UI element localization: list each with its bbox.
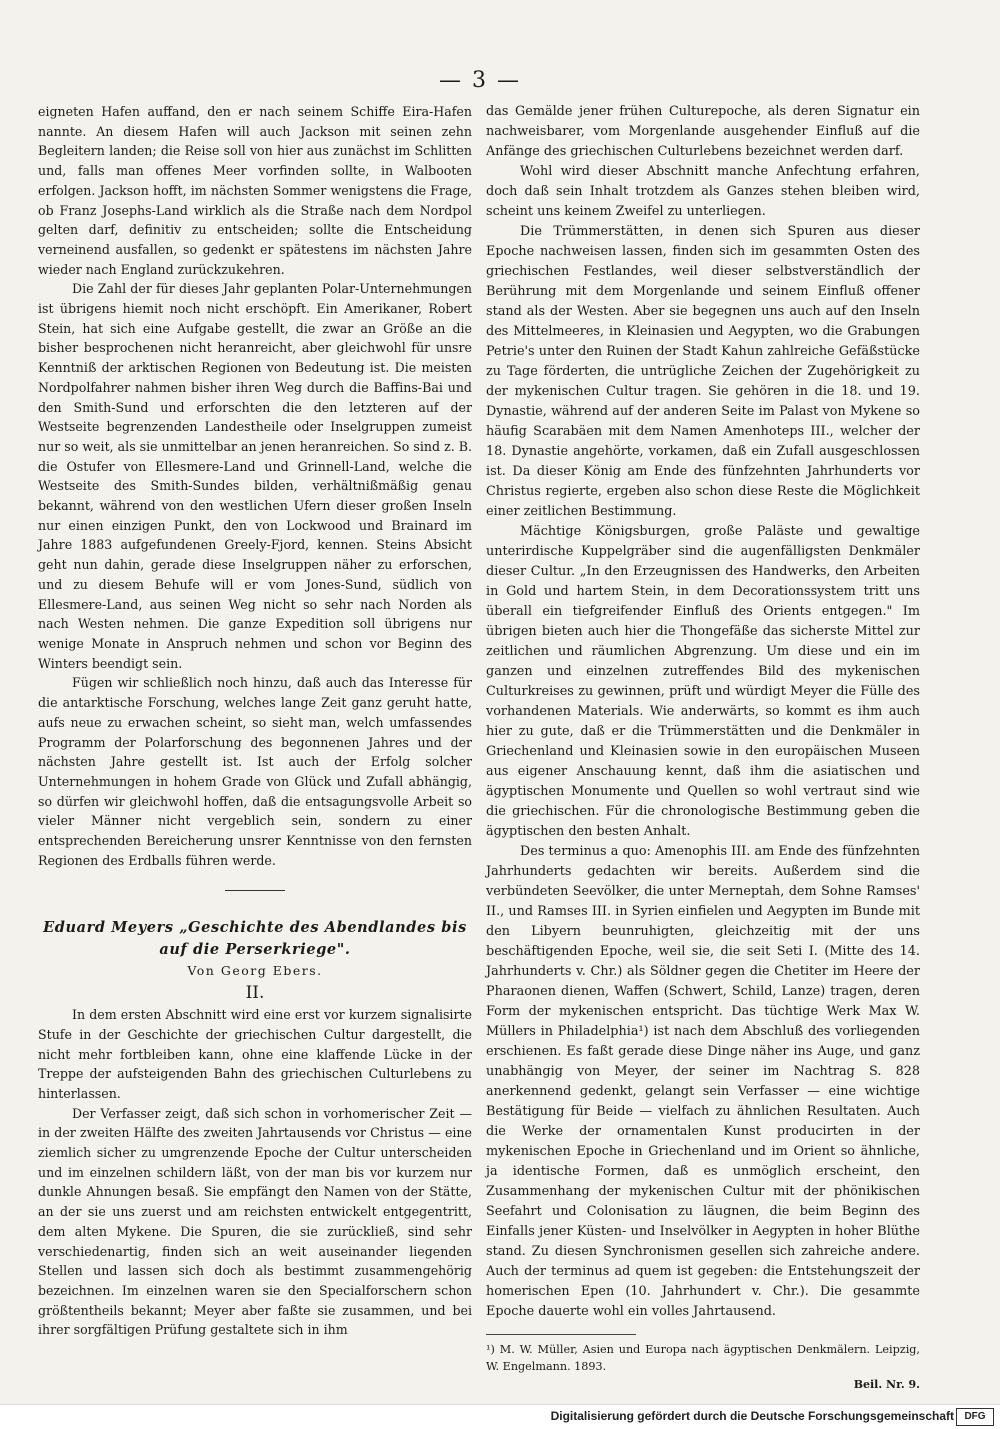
footnote: ¹) M. W. Müller, Asien und Europa nach ägyptischen Denkmälern. Leipzig, W. Engelmann. 1893. <box>486 1343 920 1373</box>
paragraph: Des terminus a quo: Amenophis III. am Ende des fünfzehnten Jahrhunderts gedachten wir bereits. Außerdem sind die verbündeten Seevölker, die unter Merneptah, dem Sohne Ramses' II., und Ramses III. in Syrien einfielen und Aegypten im Bunde mit den Libyern beunruhigten, gleichzeitig mit der uns beschäftigenden Epoche, weil sie, die seit Seti I. (Mitte des 14. Jahrhunderts v. Chr.) als Söldner gegen die Chetiter im Heere der Pharaonen dienen, Waffen (Schwert, Schild, Lanze) tragen, deren Form der mykenischen entspricht. Das tüchtige Werk Max W. Müllers in Philadelphia¹) ist nach dem Abschluß des vorliegenden erschienen. Es faßt gerade diese Dinge näher ins Auge, und ganz unabhängig von Meyer, der seiner im Nachtrag S. 828 anerkennend gedenkt, gelangt sein Verfasser — eine wichtige Bestätigung für Beide — vielfach zu ähnlichen Resultaten. Auch die Werke der ornamentalen Kunst producirten in der mykenischen Epoche in Griechenland und im Orient so ähnliche, ja identische Formen, daß es unmöglich erscheint, den Zusammenhang der mykenischen Cultur mit der phönikischen Seefahrt und Colonisation zu läugnen, die beim Beginn des Einfalls jener Küsten- und Inselvölker in Aegypten in hoher Blüthe stand. Zu diesen Synchronismen gesellen sich zahreiche andere. Auch der terminus ad quem ist gegeben: die Entstehungszeit der homerischen Epen (10. Jahrhundert v. Chr.). Die gesammte Epoche dauerte wohl ein volles Jahrtausend. <box>486 844 920 1319</box>
right-column <box>486 102 920 1395</box>
article-title: Eduard Meyers „Geschichte des Abendlandes bis auf die Perserkriege". <box>43 919 467 959</box>
paragraph: Der Verfasser zeigt, daß sich schon in vorhomerischer Zeit — in der zweiten Hälfte des zweiten Jahrtausends vor Christus — eine ziemlich sicher zu umgrenzende Epoche der Cultur unterscheiden und im einzelnen schildern läßt, von der man bis vor kurzem nur dunkle Ahnungen besaß. Sie empfängt den Namen von der Stätte, an der sie uns zuerst und am reichsten entwickelt entgegentritt, dem alten Mykene. Die Spuren, die sie zurückließ, sind sehr verschiedenartig, finden sich an weit auseinander liegenden Stellen und lassen sich doch als bestimmt zusammengehörig bezeichnen. Im einzelnen waren sie den Specialforschern schon größtentheils bekannt; Meyer aber faßte sie zusammen, und bei ihrer sorgfältigen Prüfung gestaltete sich in ihm <box>38 1105 472 1338</box>
digitization-footer <box>0 1404 1000 1429</box>
supplement-number: Beil. Nr. 9. <box>853 1378 920 1391</box>
paragraph: Wohl wird dieser Abschnitt manche Anfechtung erfahren, doch daß sein Inhalt trotzdem als Ganzes stehen bleiben wird, scheint uns keinem Zweifel zu unterliegen. <box>486 164 920 219</box>
paragraph: In dem ersten Abschnitt wird eine erst vor kurzem signalisirte Stufe in der Geschichte der griechischen Cultur dargestellt, die nicht mehr fortbleiben kann, ohne eine klaffende Lücke in der Treppe der aufsteigenden Bahn des griechischen Culturlebens zu hinterlassen. <box>38 1007 472 1101</box>
dfg-logo-icon: DFG <box>956 1408 994 1426</box>
paragraph: Mächtige Königsburgen, große Paläste und gewaltige unterirdische Kuppelgräber sind die augenfälligsten Denkmäler dieser Cultur. „In den Erzeugnissen des Handwerks, den Arbeiten in Gold und hartem Stein, in dem Decorationssystem tritt uns überall ein tiefgreifender Einfluß des Orients entgegen." Im übrigen bieten auch hier die Thongefäße das sicherste Mittel zur zeitlichen und räumlichen Abgrenzung. Um diese und ein im ganzen und einzelnen zutreffendes Bild des mykenischen Culturkreises zu gewinnen, prüft und würdigt Meyer die Fülle des vorhandenen Materials. Wie anderwärts, so kommt es ihm auch hier zu gute, daß er die Trümmerstätten und die Denkmäler in Griechenland und Kleinasien sowie in den europäischen Museen aus eigener Anschauung kennt, daß ihm die asiatischen und ägyptischen Monumente und Quellen so wohl vertraut sind wie die griechischen. Für die chronologische Bestimmung geben die ägyptischen den besten Anhalt. <box>486 524 920 839</box>
footnote-divider <box>486 1334 636 1335</box>
paragraph: das Gemälde jener frühen Culturepoche, als deren Signatur ein nachweisbarer, vom Morgenlande ausgehender Einfluß auf die Anfänge des griechischen Culturlebens bezeichnet werden darf. <box>486 104 920 159</box>
paragraph: eigneten Hafen auffand, den er nach seinem Schiffe Eira-Hafen nannte. An diesem Hafen will auch Jackson mit seinen zehn Begleitern landen; die Reise soll von hier aus zunächst im Schlitten und, falls man offenes Meer vorfinden sollte, in Walbooten erfolgen. Jackson hofft, im nächsten Sommer wenigstens die Frage, ob Franz Josephs-Land wirklich als die Straße nach dem Nordpol gelten darf, definitiv zu entscheiden; sollte die Entscheidung verneinend ausfallen, so gedenkt er spätestens im nächsten Jahre wieder nach England zurückzukehren. <box>38 104 472 277</box>
paragraph: Fügen wir schließlich noch hinzu, daß auch das Interesse für die antarktische Forschung, welches lange Zeit ganz geruht hatte, aufs neue zu erwachen scheint, so sieht man, welch umfassendes Programm der Polarforschung des begonnenen Jahres und der nächsten Jahre gestellt ist. Ist auch der Erfolg solcher Unternehmungen in hohem Grade von Glück und Zufall abhängig, so dürfen wir gleichwohl hoffen, daß die entsagungsvolle Arbeit so vieler Männer nicht vergeblich sein, sondern zu einer entsprechenden Bereicherung unsrer Kenntnisse von den fernsten Regionen des Erdballs führen werde. <box>38 675 472 868</box>
paragraph: Die Zahl der für dieses Jahr geplanten Polar-Unternehmungen ist übrigens hiemit noch nicht erschöpft. Ein Amerikaner, Robert Stein, hat sich eine Aufgabe gestellt, die zwar an Größe an die bisher besprochenen nicht heranreicht, aber gleichwohl für unsre Kenntniß der arktischen Regionen von Bedeutung ist. Die meisten Nordpolfahrer nahmen bisher ihren Weg durch die Baffins-Bai und den Smith-Sund und erforschten die den letzteren auf der Westseite begrenzenden Landestheile oder Inselgruppen zumeist nur so weit, als sie unmittelbar an jenen heranreichen. So sind z. B. die Ostufer von Ellesmere-Land und Grinnell-Land, welche die Westseite des Smith-Sundes bilden, verhältnißmäßig genau bekannt, während von den westlichen Ufern dieser großen Inseln nur einen einzigen Punkt, den von Lockwood und Brainard im Jahre 1883 aufgefundenen Greely-Fjord, kennen. Steins Absicht geht nun dahin, gerade diese Inselgruppen näher zu erforschen, und zu diesem Behufe will er vom Jones-Sund, südlich von Ellesmere-Land, aus seinen Weg nicht so sehr nach Norden als nach Westen nehmen. Die ganze Expedition soll übrigens nur wenige Monate in Anspruch nehmen und schon vor Beginn des Winters beendigt sein. <box>38 281 472 671</box>
page-number: — 3 — <box>439 68 521 93</box>
section-divider <box>225 890 285 891</box>
left-column <box>38 102 472 1340</box>
funding-notice: Digitalisierung gefördert durch die Deutsche Forschungsgemeinschaft <box>550 1409 954 1423</box>
section-number: II. <box>245 983 265 1004</box>
article-byline: Von Georg Ebers. <box>187 963 323 979</box>
paragraph: Die Trümmerstätten, in denen sich Spuren aus dieser Epoche nachweisen lassen, finden sich im gesammten Osten des griechischen Festlandes, weil dieser selbstverständlich der Berührung mit dem Morgenlande und seinem Einfluß offener stand als der Westen. Aber sie begegnen uns auch auf den Inseln des Mittelmeeres, in Kleinasien und Aegypten, wo die Grabungen Petrie's unter den Ruinen der Stadt Kahun zahlreiche Gefäßstücke zu Tage förderten, die untrügliche Zeichen der Zugehörigkeit zu der mykenischen Cultur tragen. Sie gehören in die 18. und 19. Dynastie, während auf der anderen Seite im Palast von Mykene so häufig Scarabäen mit dem Namen Amenhoteps III., welcher der 18. Dynastie angehörte, vorkamen, daß ein Zufall ausgeschlossen ist. Da dieser König am Ende des fünfzehnten Jahrhunderts vor Christus regierte, ergeben also schon diese Reste die Möglichkeit einer zeitlichen Bestimmung. <box>486 224 920 519</box>
